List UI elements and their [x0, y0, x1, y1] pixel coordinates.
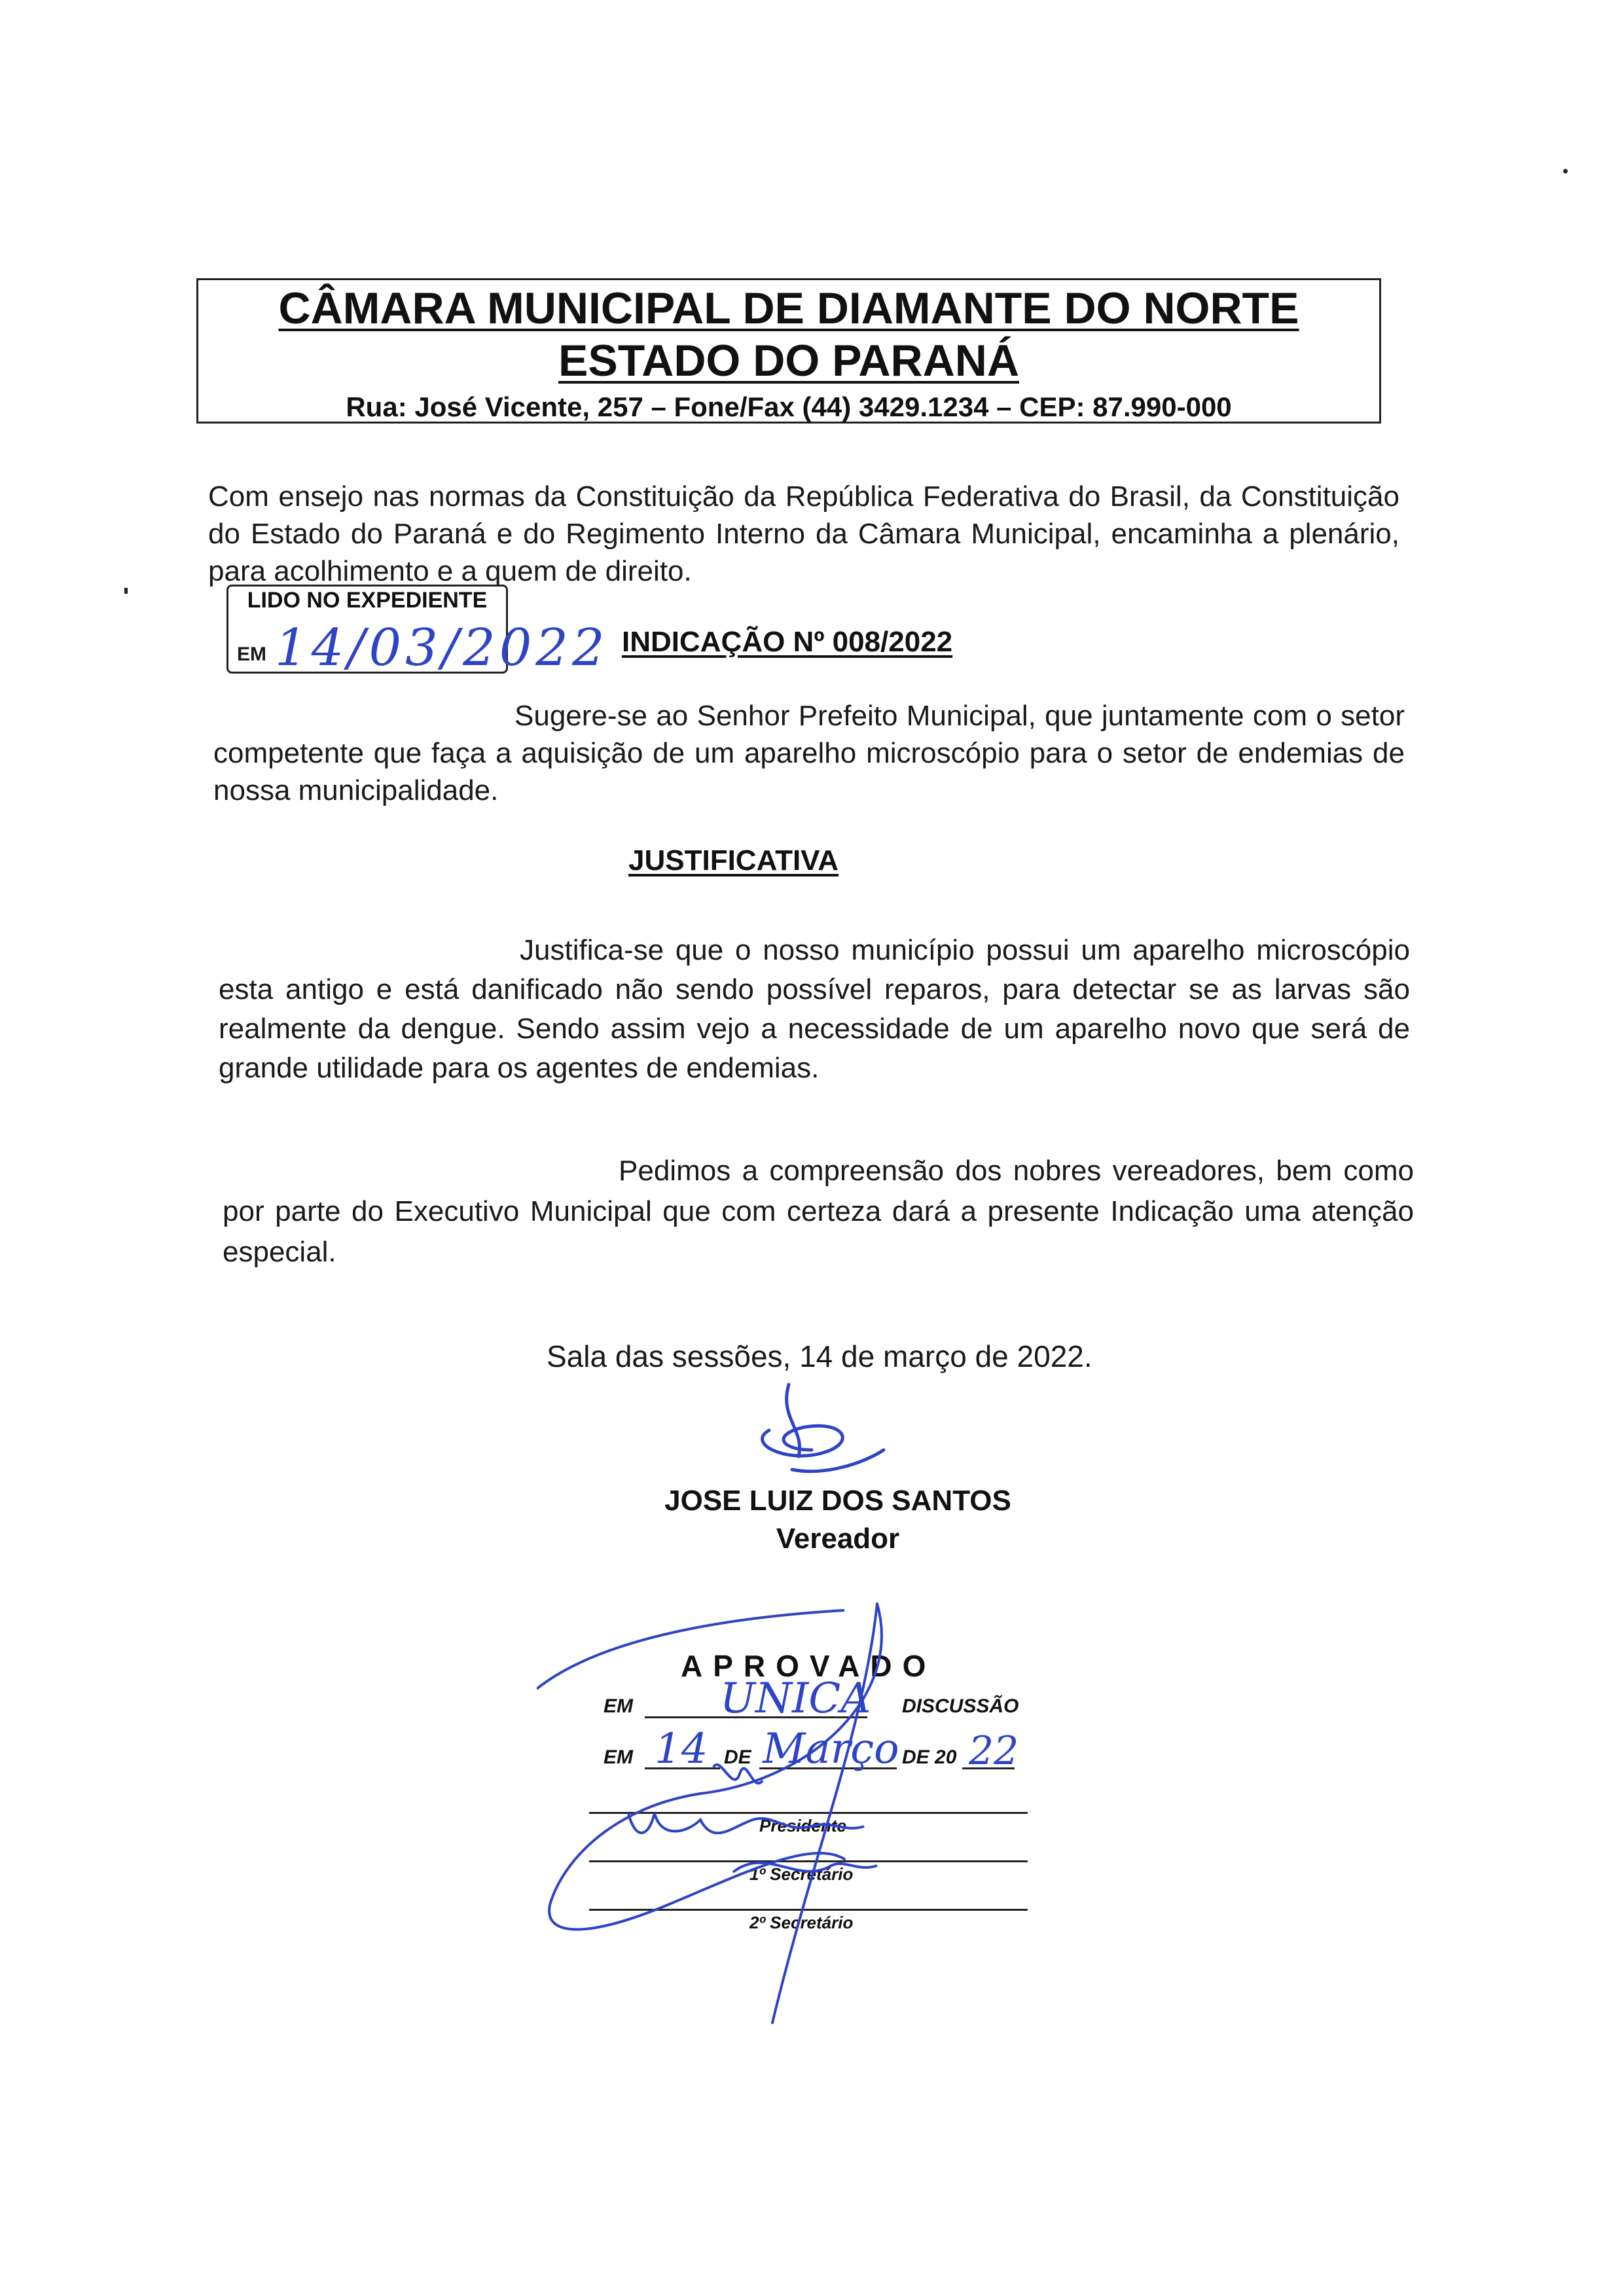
justification-paragraph: Justifica-se que o nosso município possui um aparelho microscópio esta antigo e está danificado não sendo possível reparos, para detectar se as larvas são realmente da dengue. Sendo assim vejo a necessidade de um aparelho novo que será de grande utilidade para os agentes de endemias.: [219, 934, 1410, 1084]
approval-em-label-2: EM: [604, 1746, 633, 1768]
closing-paragraph: Pedimos a compreensão dos nobres vereadores, bem como por parte do Executivo Municipal que com certeza dará a presente Indicação uma atenção especial.: [223, 1155, 1414, 1268]
institution-address: Rua: José Vicente, 257 – Fone/Fax (44) 3429.1234 – CEP: 87.990-000: [346, 391, 1232, 422]
handwritten-day: 14: [655, 1725, 708, 1773]
president-label: Presidente: [759, 1816, 846, 1835]
read-stamp-date: 14/03/2022: [275, 619, 609, 678]
approval-em-label: EM: [604, 1695, 633, 1717]
state-title: ESTADO DO PARANÁ: [558, 336, 1019, 386]
handwritten-year: 22: [969, 1728, 1019, 1774]
scan-mark: [124, 588, 128, 594]
year-prefix-label: DE 20: [902, 1746, 957, 1768]
scan-dot: [1563, 169, 1568, 173]
second-secretary-label: 2º Secretário: [749, 1913, 854, 1932]
handwritten-discussion: UNICA: [720, 1674, 871, 1723]
indication-title: INDICAÇÃO Nº 008/2022: [622, 626, 953, 658]
councilor-name: JOSE LUIZ DOS SANTOS: [664, 1485, 1011, 1517]
approval-signatures: [537, 1597, 995, 2029]
place-date: Sala das sessões, 14 de março de 2022.: [547, 1339, 1092, 1373]
councilor-role: Vereador: [776, 1523, 900, 1555]
handwritten-month: Março: [763, 1725, 899, 1773]
de-label: DE: [724, 1746, 751, 1768]
intro-paragraph: Com ensejo nas normas da Constituição da República Federativa do Brasil, da Constituição do Estado do Paraná e do Regimento Interno da Câmara Municipal, encaminha a plenário, para acolhimento e a quem de direito.: [208, 480, 1399, 587]
read-stamp-title: LIDO NO EXPEDIENTE: [247, 588, 488, 613]
first-secretary-label: 1º Secretário: [749, 1864, 854, 1884]
read-stamp-em-label: EM: [237, 643, 266, 665]
discussion-label: DISCUSSÃO: [902, 1695, 1019, 1717]
approval-title: APROVADO: [681, 1649, 937, 1683]
institution-title: CÂMARA MUNICIPAL DE DIAMANTE DO NORTE: [278, 283, 1299, 333]
suggestion-paragraph: Sugere-se ao Senhor Prefeito Municipal, que juntamente com o setor competente que faça a aquisição de um aparelho microscópio para o setor de endemias de nossa municipalidade.: [213, 700, 1405, 806]
justification-title: JUSTIFICATIVA: [628, 844, 839, 876]
